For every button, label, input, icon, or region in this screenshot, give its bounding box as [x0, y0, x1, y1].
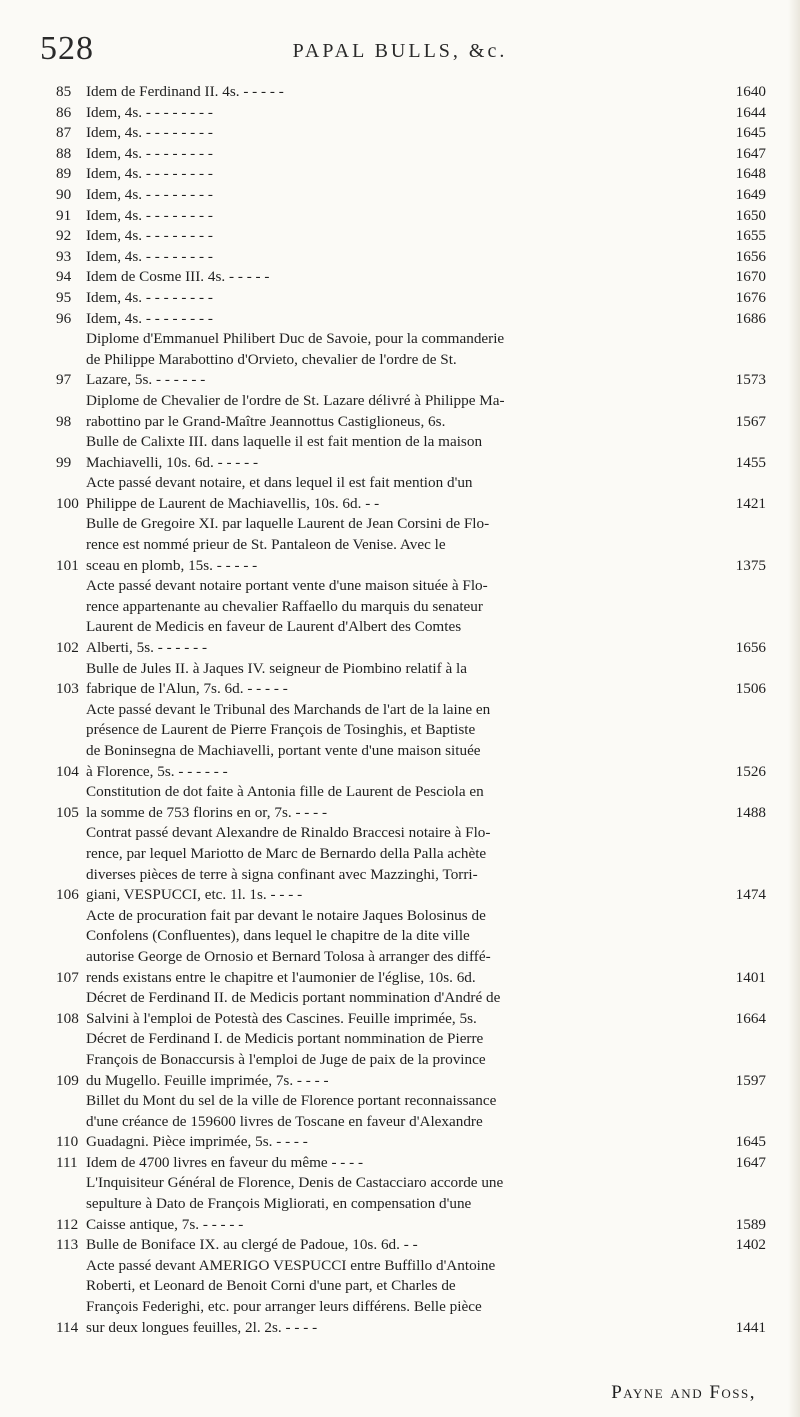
entry-line: Bulle de Gregoire XI. par laquelle Laurent de Jean Corsini de Flo- — [86, 515, 490, 533]
entry-description — [86, 576, 722, 658]
entry-line: Billet du Mont du sel de la ville de Florence portant reconnaissance — [86, 1092, 497, 1110]
entry-line: Idem, 4s. - - - - - - - - — [86, 309, 213, 327]
entry-description — [86, 1091, 722, 1153]
entry-year: 1526 — [735, 762, 766, 780]
catalogue-entry — [56, 1173, 766, 1235]
entry-number: 97 — [56, 371, 72, 389]
entry-year: 1640 — [735, 83, 766, 100]
entry-description — [86, 1235, 722, 1256]
entry-line: Confolens (Confluentes), dans lequel le chapitre de la dite ville — [86, 927, 470, 945]
entry-description — [86, 988, 722, 1029]
entry-line: rends existans entre le chapitre et l'aumonier de l'église, 10s. 6d. — [86, 968, 476, 986]
entry-line: Idem, 4s. - - - - - - - - — [86, 206, 213, 224]
entry-number: 85 — [56, 83, 72, 100]
entry-description — [86, 329, 722, 391]
entry-line: Constitution de dot faite à Antonia fille de Laurent de Pesciola en — [86, 783, 484, 801]
entry-year: 1648 — [735, 165, 766, 183]
catalogue-entry — [56, 823, 766, 905]
entry-line: Diplome d'Emmanuel Philibert Duc de Savoie, pour la commanderie — [86, 330, 505, 348]
entry-description — [86, 391, 722, 432]
entry-description — [86, 103, 722, 124]
entry-line: Décret de Ferdinand II. de Medicis portant nommination d'André de — [86, 989, 501, 1007]
entry-number: 96 — [56, 309, 72, 327]
entry-description — [86, 823, 722, 905]
entry-number: 113 — [56, 1236, 79, 1254]
catalogue-entry — [56, 247, 766, 268]
entry-year: 1644 — [735, 103, 766, 121]
entry-number: 90 — [56, 185, 72, 203]
entry-number: 86 — [56, 103, 72, 121]
entry-year: 1573 — [735, 371, 766, 389]
entry-year: 1670 — [735, 268, 766, 286]
entry-number: 110 — [56, 1133, 79, 1151]
entry-year: 1656 — [735, 247, 766, 265]
entry-year: 1455 — [735, 453, 766, 471]
entry-line: Idem de 4700 livres en faveur du même - - - - — [86, 1153, 364, 1171]
entry-line: Bulle de Boniface IX. au clergé de Padoue, 10s. 6d. - - — [86, 1236, 418, 1254]
catalogue-entry — [56, 473, 766, 514]
catalogue-entry — [56, 391, 766, 432]
entry-number: 106 — [56, 886, 79, 904]
entry-line: Roberti, et Leonard de Benoit Corni d'une part, et Charles de — [86, 1277, 456, 1295]
catalogue-entry — [56, 906, 766, 988]
entry-year: 1401 — [735, 968, 766, 986]
entry-line: Idem, 4s. - - - - - - - - — [86, 144, 213, 162]
catalogue-entry — [56, 82, 766, 103]
entry-line: la somme de 753 florins en or, 7s. - - - - — [86, 803, 328, 821]
entry-number: 87 — [56, 124, 72, 142]
entry-number: 100 — [56, 494, 79, 512]
entry-line: sur deux longues feuilles, 2l. 2s. - - - - — [86, 1318, 318, 1336]
entry-line: de Boninsegna de Machiavelli, portant vente d'une maison située — [86, 742, 481, 759]
entry-number: 88 — [56, 144, 72, 162]
entry-year: 1650 — [735, 206, 766, 224]
entry-line: François Federighi, etc. pour arranger leurs différens. Belle pièce — [86, 1298, 482, 1316]
catalogue-entry — [56, 206, 766, 227]
entry-year: 1645 — [735, 1133, 766, 1151]
entry-number: 103 — [56, 680, 79, 698]
entry-year: 1664 — [735, 1009, 766, 1027]
entry-line: Machiavelli, 10s. 6d. - - - - - — [86, 453, 259, 471]
entry-number: 105 — [56, 803, 79, 821]
entry-line: rence est nommé prieur de St. Pantaleon de Venise. Avec le — [86, 536, 446, 554]
entry-line: Diplome de Chevalier de l'ordre de St. Lazare délivré à Philippe Ma- — [86, 391, 505, 409]
entry-line: Contrat passé devant Alexandre de Rinaldo Braccesi notaire à Flo- — [86, 824, 491, 842]
entry-line: Acte passé devant notaire portant vente d'une maison située à Flo- — [86, 577, 488, 595]
entry-year: 1421 — [735, 494, 766, 512]
entry-number: 107 — [56, 968, 79, 986]
entry-line: Laurent de Medicis en faveur de Laurent d'Albert des Comtes — [86, 618, 462, 636]
entry-number: 111 — [56, 1153, 78, 1171]
entry-line: rence appartenante au chevalier Raffaello du marquis du senateur — [86, 597, 483, 615]
entry-year: 1656 — [735, 639, 766, 657]
entry-line: Idem, 4s. - - - - - - - - — [86, 288, 213, 306]
entry-year: 1645 — [735, 124, 766, 142]
entry-line: Bulle de Calixte III. dans laquelle il est fait mention de la maison — [86, 433, 483, 451]
entry-line: Acte passé devant AMERIGO VESPUCCI entre Buffillo d'Antoine — [86, 1256, 496, 1274]
entry-description — [86, 309, 722, 330]
entry-year: 1597 — [735, 1071, 766, 1089]
entry-line: rence, par lequel Mariotto de Marc de Bernardo della Palla achète — [86, 844, 487, 862]
entry-line: Lazare, 5s. - - - - - - — [86, 371, 206, 389]
page-number: 528 — [40, 30, 94, 67]
entry-number: 92 — [56, 227, 72, 245]
entry-line: de Philippe Marabottino d'Orvieto, chevalier de l'ordre de St. — [86, 350, 457, 368]
entry-line: rabottino par le Grand-Maître Jeannottus Castiglioneus, 6s. — [86, 412, 446, 430]
catalogue-entry — [56, 226, 766, 247]
catalogue-entry — [56, 309, 766, 330]
catalogue-entry — [56, 700, 766, 782]
catalogue-entry — [56, 1091, 766, 1153]
entry-description — [86, 164, 722, 185]
catalogue-entry — [56, 123, 766, 144]
catalogue-entry — [56, 659, 766, 700]
entry-number: 112 — [56, 1215, 79, 1233]
entry-number: 102 — [56, 639, 79, 657]
catalogue-entry — [56, 144, 766, 165]
entry-number: 89 — [56, 165, 72, 183]
entry-number: 104 — [56, 762, 79, 780]
entry-number: 94 — [56, 268, 72, 286]
entry-description — [86, 473, 722, 514]
entry-line: autorise George de Ornosio et Bernard Tolosa à arranger des diffé- — [86, 947, 491, 965]
entry-year: 1649 — [735, 185, 766, 203]
entry-number: 101 — [56, 556, 79, 574]
entry-line: Acte de procuration fait par devant le notaire Jaques Bolosinus de — [86, 906, 486, 924]
entry-description — [86, 1153, 722, 1174]
entry-description — [86, 659, 722, 700]
entry-year: 1655 — [735, 227, 766, 245]
entry-line: d'une créance de 159600 livres de Toscane en faveur d'Alexandre — [86, 1112, 483, 1130]
entry-description — [86, 247, 722, 268]
entry-description — [86, 514, 722, 576]
catalogue-entry — [56, 432, 766, 473]
entry-description — [86, 267, 722, 288]
entry-line: Philippe de Laurent de Machiavellis, 10s. 6d. - - — [86, 494, 380, 512]
entry-line: Idem, 4s. - - - - - - - - — [86, 227, 213, 245]
entry-line: Idem de Cosme III. 4s. - - - - - — [86, 268, 270, 286]
entry-line: sepulture à Dato de François Migliorati, en compensation d'une — [86, 1195, 472, 1213]
entry-line: à Florence, 5s. - - - - - - — [86, 762, 228, 780]
catalogue-entry — [56, 988, 766, 1029]
entry-line: François de Bonaccursis à l'emploi de Juge de paix de la province — [86, 1050, 486, 1068]
entry-line: Guadagni. Pièce imprimée, 5s. - - - - — [86, 1133, 308, 1151]
catalogue-entry — [56, 103, 766, 124]
entry-year: 1506 — [735, 680, 766, 698]
catalogue-entry — [56, 1235, 766, 1256]
entry-line: sceau en plomb, 15s. - - - - - — [86, 556, 258, 574]
entry-line: fabrique de l'Alun, 7s. 6d. - - - - - — [86, 680, 288, 698]
catalogue-entry — [56, 1153, 766, 1174]
catalogue-entry — [56, 288, 766, 309]
catalogue-entry — [56, 185, 766, 206]
entry-year: 1375 — [735, 556, 766, 574]
entry-line: présence de Laurent de Pierre François de Tosinghis, et Baptiste — [86, 721, 476, 739]
entry-line: Idem, 4s. - - - - - - - - — [86, 247, 213, 265]
entry-line: Idem, 4s. - - - - - - - - — [86, 124, 213, 142]
entry-line: du Mugello. Feuille imprimée, 7s. - - - - — [86, 1071, 329, 1089]
publisher-footer: Payne and Foss, — [611, 1382, 756, 1403]
running-head: PAPAL BULLS, &c. — [292, 40, 508, 62]
entry-description — [86, 906, 722, 988]
entry-year: 1474 — [735, 886, 766, 904]
catalogue-entry — [56, 576, 766, 658]
entry-description — [86, 82, 722, 103]
entry-number: 109 — [56, 1071, 79, 1089]
entry-line: diverses pièces de terre à signa confinant avec Mazzinghi, Torri- — [86, 865, 478, 883]
entry-line: Acte passé devant le Tribunal des Marchands de l'art de la laine en — [86, 700, 491, 718]
entry-number: 98 — [56, 412, 72, 430]
entry-description — [86, 206, 722, 227]
entry-description — [86, 700, 722, 782]
entry-number: 99 — [56, 453, 72, 471]
entry-line: L'Inquisiteur Général de Florence, Denis de Castacciaro accorde une — [86, 1174, 504, 1192]
entry-year: 1676 — [735, 288, 766, 306]
entry-description — [86, 144, 722, 165]
entry-year: 1589 — [735, 1215, 766, 1233]
entry-line: Acte passé devant notaire, et dans lequel il est fait mention d'un — [86, 474, 473, 492]
catalogue-entry — [56, 1029, 766, 1091]
entry-year: 1567 — [735, 412, 766, 430]
catalogue-entry — [56, 514, 766, 576]
entry-description — [86, 1029, 722, 1091]
entry-line: Idem, 4s. - - - - - - - - — [86, 165, 213, 183]
catalogue-entry — [56, 267, 766, 288]
entry-year: 1647 — [735, 144, 766, 162]
catalogue-entries — [56, 82, 766, 1338]
entry-description — [86, 288, 722, 309]
entry-year: 1686 — [735, 309, 766, 327]
page-edge — [788, 0, 800, 1417]
entry-year: 1488 — [735, 803, 766, 821]
entry-description — [86, 226, 722, 247]
entry-description — [86, 123, 722, 144]
entry-line: Caisse antique, 7s. - - - - - — [86, 1215, 244, 1233]
entry-number: 93 — [56, 247, 72, 265]
entry-number: 108 — [56, 1009, 79, 1027]
entry-line: Idem de Ferdinand II. 4s. - - - - - — [86, 83, 284, 100]
entry-year: 1441 — [735, 1318, 766, 1336]
entry-description — [86, 185, 722, 206]
entry-description — [86, 1173, 722, 1235]
catalogue-entry — [56, 164, 766, 185]
entry-description — [86, 782, 722, 823]
entry-line: Bulle de Jules II. à Jaques IV. seigneur de Piombino relatif à la — [86, 659, 467, 677]
entry-line: Alberti, 5s. - - - - - - — [86, 639, 208, 657]
entry-description — [86, 432, 722, 473]
catalogue-entry — [56, 1256, 766, 1338]
entry-year: 1402 — [735, 1236, 766, 1254]
entry-line: Décret de Ferdinand I. de Medicis portant nommination de Pierre — [86, 1030, 484, 1048]
entry-number: 95 — [56, 288, 72, 306]
entry-year: 1647 — [735, 1153, 766, 1171]
entry-description — [86, 1256, 722, 1338]
entry-line: Idem, 4s. - - - - - - - - — [86, 103, 213, 121]
entry-number: 114 — [56, 1318, 79, 1336]
entry-number: 91 — [56, 206, 72, 224]
catalogue-entry — [56, 329, 766, 391]
entry-line: Salvini à l'emploi de Potestà des Cascines. Feuille imprimée, 5s. — [86, 1009, 477, 1027]
entry-line: Idem, 4s. - - - - - - - - — [86, 185, 213, 203]
catalogue-entry — [56, 782, 766, 823]
entry-line: giani, VESPUCCI, etc. 1l. 1s. - - - - — [86, 886, 303, 904]
